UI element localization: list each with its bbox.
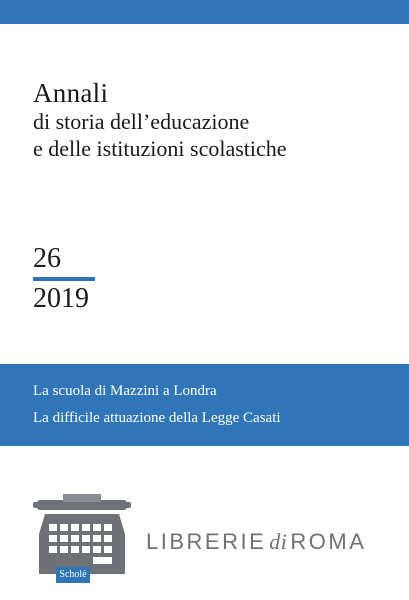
journal-title: Annali xyxy=(33,78,109,108)
issue-year: 2019 xyxy=(33,283,89,314)
contents-item: La difficile attuazione della Legge Casati xyxy=(33,410,281,426)
issue-divider xyxy=(33,277,95,281)
contents-item: La scuola di Mazzini a Londra xyxy=(33,383,217,399)
journal-subtitle-line-2: e delle istituzioni scolastiche xyxy=(33,136,287,161)
journal-subtitle-line-1: di storia dell’educazione xyxy=(33,109,250,134)
store-name-part: di xyxy=(269,529,288,554)
top-color-band xyxy=(0,0,409,24)
store-name-part: ROMA xyxy=(290,529,367,554)
store-watermark xyxy=(146,528,396,556)
publisher-logo: Scholé xyxy=(56,567,90,583)
store-name-part: LIBRERIE xyxy=(146,529,267,554)
journal-title-block xyxy=(33,78,393,162)
contents-band xyxy=(0,364,409,446)
issue-block xyxy=(33,244,95,314)
issue-number: 26 xyxy=(33,243,61,274)
